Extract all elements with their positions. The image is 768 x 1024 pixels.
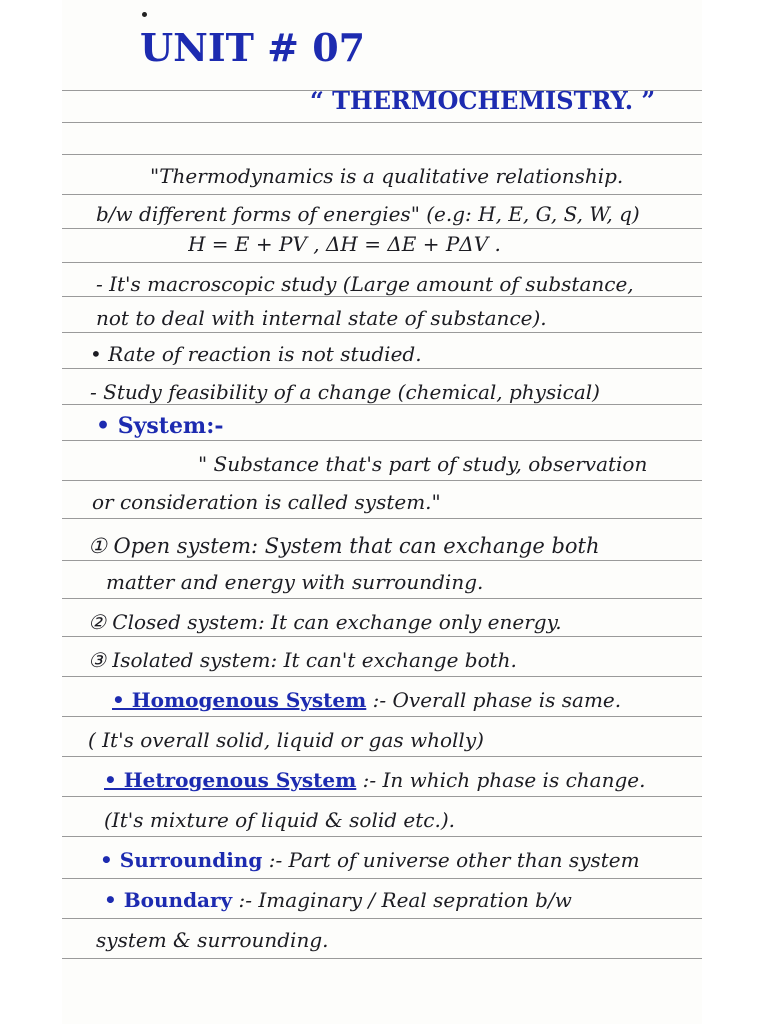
ruled-line bbox=[62, 194, 702, 195]
text-line: b/w different forms of energies" (e.g: H, E, G, S, W, q) bbox=[96, 202, 640, 226]
ruled-line bbox=[62, 918, 702, 919]
ruled-line bbox=[62, 518, 702, 519]
system-definition: " Substance that's part of study, observation bbox=[198, 452, 648, 476]
ruled-line bbox=[62, 598, 702, 599]
hetrogenous-text: :- In which phase is change. bbox=[362, 768, 646, 792]
ruled-line bbox=[62, 716, 702, 717]
boundary-text: :- Imaginary / Real sepration b/w bbox=[238, 888, 572, 912]
system-heading: • System:- bbox=[96, 414, 224, 438]
ruled-line bbox=[62, 676, 702, 677]
ruled-line bbox=[62, 404, 702, 405]
text-line: "Thermodynamics is a qualitative relationship. bbox=[150, 164, 624, 188]
ruled-line bbox=[62, 878, 702, 879]
ink-dot bbox=[142, 12, 147, 17]
chapter-title: “ THERMOCHEMISTRY. ” bbox=[310, 86, 656, 115]
open-system-line: matter and energy with surrounding. bbox=[106, 570, 484, 594]
hetrogenous-note: (It's mixture of liquid & solid etc.). bbox=[104, 808, 456, 832]
text-line: - It's macroscopic study (Large amount of substance, bbox=[96, 272, 634, 296]
boundary-label: • Boundary bbox=[104, 888, 233, 912]
homogenous-note: ( It's overall solid, liquid or gas wholly) bbox=[88, 728, 484, 752]
unit-title: UNIT # 07 bbox=[140, 26, 366, 70]
homogenous-text: :- Overall phase is same. bbox=[372, 688, 622, 712]
surrounding-text: :- Part of universe other than system bbox=[268, 848, 640, 872]
closed-system-line: ② Closed system: It can exchange only energy. bbox=[88, 610, 562, 634]
ruled-line bbox=[62, 332, 702, 333]
boundary-line bbox=[104, 888, 740, 912]
surrounding-label: • Surrounding bbox=[100, 848, 263, 872]
ruled-line bbox=[62, 756, 702, 757]
isolated-system-line: ③ Isolated system: It can't exchange both. bbox=[88, 648, 517, 672]
ruled-line bbox=[62, 296, 702, 297]
ruled-line bbox=[62, 368, 702, 369]
formula-line: H = E + PV , ΔH = ΔE + PΔV . bbox=[188, 232, 501, 256]
homogenous-label: • Homogenous System bbox=[112, 688, 367, 712]
ruled-line bbox=[62, 796, 702, 797]
ruled-line bbox=[62, 958, 702, 959]
ruled-line bbox=[62, 262, 702, 263]
surrounding-line bbox=[100, 848, 736, 872]
ruled-line bbox=[62, 228, 702, 229]
ruled-line bbox=[62, 636, 702, 637]
ruled-line bbox=[62, 560, 702, 561]
hetrogenous-label: • Hetrogenous System bbox=[104, 768, 357, 792]
ruled-line bbox=[62, 440, 702, 441]
ruled-line bbox=[62, 836, 702, 837]
text-line: • Rate of reaction is not studied. bbox=[90, 342, 422, 366]
boundary-continuation: system & surrounding. bbox=[96, 928, 329, 952]
ruled-line bbox=[62, 154, 702, 155]
ruled-line bbox=[62, 122, 702, 123]
text-line: not to deal with internal state of substance). bbox=[96, 306, 547, 330]
hetrogenous-line bbox=[104, 768, 740, 792]
open-system-line: ① Open system: System that can exchange both bbox=[88, 534, 600, 558]
ruled-line bbox=[62, 480, 702, 481]
text-line: - Study feasibility of a change (chemical, physical) bbox=[90, 380, 600, 404]
system-definition: or consideration is called system." bbox=[92, 490, 441, 514]
homogenous-line bbox=[112, 688, 748, 712]
